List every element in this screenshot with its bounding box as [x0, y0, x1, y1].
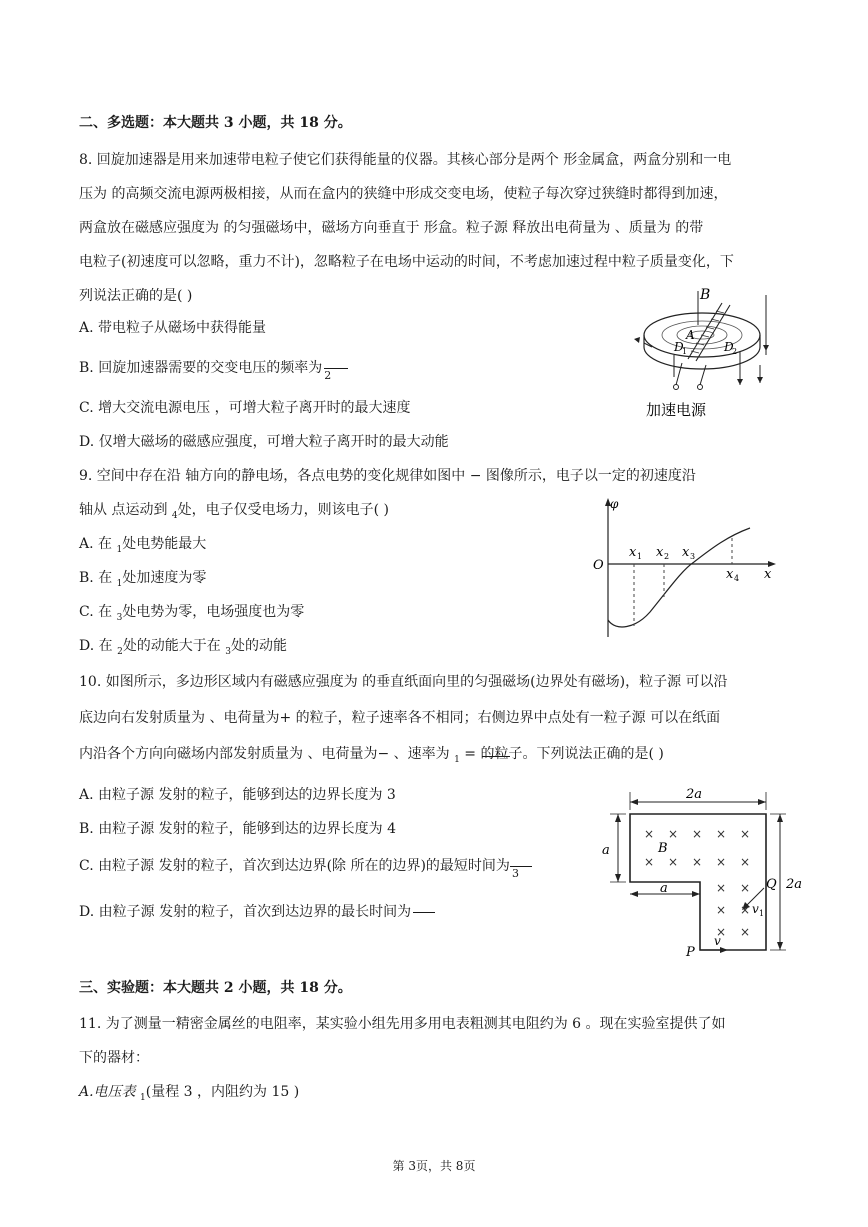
text: 处的动能	[231, 638, 287, 654]
q9-option-d	[79, 636, 287, 662]
label-mid-a: a	[660, 881, 668, 896]
q8-option-b	[79, 358, 350, 382]
text: (量程 3 ，内阻约为 15 )	[145, 1084, 300, 1100]
q8-line-2: 压为 的高频交流电源两极相接，从而在盒内的狭缝中形成交变电场，使粒子每次穿过狭缝时都得到加速，	[79, 186, 728, 202]
q9-line-1: 9. 空间中存在沿 轴方向的静电场，各点电势的变化规律如图中 − 图像所示，电子以一定的初速度沿	[79, 468, 696, 484]
q10-option-b: B. 由粒子源 发射的粒子，能够到达的边界长度为 4	[79, 821, 396, 837]
q8-line-5: 列说法正确的是( )	[79, 288, 193, 304]
field-cross: ×	[644, 855, 655, 869]
label-top-2a: 2a	[686, 787, 703, 802]
fraction-segment	[460, 746, 664, 762]
subscript: 1	[140, 1093, 146, 1103]
text: A. 在	[79, 536, 117, 552]
field-cross: ×	[740, 903, 751, 917]
q8-option-c: C. 增大交流电源电压 ，可增大粒子离开时的最大速度	[79, 400, 411, 416]
q10-line-3	[79, 744, 664, 770]
label-d2: D	[724, 340, 734, 354]
field-cross: ×	[668, 827, 679, 841]
subscript: 3	[225, 647, 231, 657]
text: C. 在	[79, 604, 117, 620]
field-cross: ×	[716, 925, 727, 939]
fraction	[322, 358, 350, 382]
field-cross: ×	[644, 827, 655, 841]
q10-option-d-text: D. 由粒子源 发射的粒子，首次到达边界的最长时间为	[79, 904, 412, 920]
q9-line-2	[79, 500, 389, 526]
label-x2: x	[656, 545, 664, 560]
q9-option-a	[79, 534, 206, 560]
text: = 的粒子。下列说法正确的是( )	[459, 746, 664, 762]
subscript: 3	[116, 613, 123, 623]
label-v1: v	[752, 902, 759, 916]
q10-option-c-text: C. 由粒子源 发射的粒子，首次到达边界(除 所在的边界)的最短时间为	[79, 858, 510, 874]
label-phi: φ	[610, 497, 619, 511]
q10-line-1: 10. 如图所示，多边形区域内有磁感应强度为 的垂直纸面向里的匀强磁场(边界处有磁场)，粒子源 可以沿	[79, 674, 728, 690]
q8-line-3: 两盒放在磁感应强度为 的匀强磁场中，磁场方向垂直于 形盒。粒子源 释放出电荷量为 、质量为 的带	[79, 220, 704, 236]
label-x3-sub: 3	[690, 552, 696, 561]
potential-graph-figure	[588, 492, 783, 642]
label-x3: x	[682, 545, 690, 560]
label-x4-sub: 4	[734, 574, 740, 583]
field-cross: ×	[740, 827, 751, 841]
text: 内沿各个方向向磁场内部发射质量为 、电荷量为− 、速率为	[79, 746, 455, 762]
q11-line-1: 11. 为了测量一精密金属丝的电阻率，某实验小组先用多用电表粗测其电阻约为 6 。现在实验室提供了如	[79, 1016, 726, 1032]
q11-line-3	[79, 1082, 299, 1108]
label-origin: O	[593, 558, 604, 573]
field-cross: ×	[716, 855, 727, 869]
label-p: P	[686, 945, 695, 960]
fraction-denominator: 2	[324, 369, 332, 382]
subscript: 2	[117, 647, 123, 657]
field-cross: ×	[692, 855, 703, 869]
field-cross: ×	[716, 903, 727, 917]
label-v: v	[714, 934, 721, 948]
field-cross: ×	[668, 855, 679, 869]
q10-option-a: A. 由粒子源 发射的粒子，能够到达的边界长度为 3	[79, 787, 396, 803]
q10-option-d	[79, 902, 437, 922]
q11-line-2: 下的器材：	[79, 1050, 149, 1066]
text: A.电压表	[79, 1084, 141, 1100]
label-d1-sub: 1	[682, 347, 688, 356]
section-title-experiment: 三、实验题：本大题共 2 小题，共 18 分。	[79, 980, 352, 996]
field-cross: ×	[740, 881, 751, 895]
field-cross: ×	[716, 881, 727, 895]
label-right-2a: 2a	[786, 877, 803, 892]
label-b: B	[700, 287, 711, 303]
label-b-field: B	[658, 841, 668, 856]
label-a: A	[686, 328, 695, 342]
q8-line-1: 8. 回旋加速器是用来加速带电粒子使它们获得能量的仪器。其核心部分是两个 形金属盒，两盒分别和一电	[79, 152, 732, 168]
fraction-bar	[413, 912, 435, 913]
q8-line-4: 电粒子(初速度可以忽略，重力不计)，忽略粒子在电场中运动的时间，不考虑加速过程中粒子质量变化，下	[79, 254, 734, 270]
subscript: 1	[116, 545, 123, 555]
field-cross: ×	[716, 827, 727, 841]
text: 处电势能最大	[122, 536, 207, 552]
label-left-a: a	[602, 843, 610, 858]
subscript: 1	[454, 755, 460, 765]
q10-line-2: 底边向右发射质量为 、电荷量为+ 的粒子，粒子速率各不相同；右侧边界中点处有一粒子源 可以在纸面	[79, 710, 721, 726]
text: 处电势为零，电场强度也为零	[122, 604, 305, 620]
label-x1-sub: 1	[637, 552, 643, 561]
subscript: 4	[171, 511, 178, 521]
field-cross: ×	[740, 855, 751, 869]
label-x4: x	[726, 567, 734, 582]
q8-option-d: D. 仅增大磁场的磁感应强度，可增大粒子离开时的最大动能	[79, 434, 449, 450]
text: D. 在	[79, 638, 118, 654]
field-cross: ×	[692, 827, 703, 841]
label-q: Q	[766, 877, 777, 892]
q10-option-c	[79, 856, 534, 880]
magnetic-field-figure	[596, 782, 816, 962]
label-d2-sub: 2	[732, 347, 738, 356]
section-title-multiple-choice: 二、多选题：本大题共 3 小题，共 18 分。	[79, 115, 352, 131]
q8-option-b-text: B. 回旋加速器需要的交变电压的频率为	[79, 360, 323, 376]
text: 处的动能大于在	[122, 638, 226, 654]
page-footer: 第 3页，共 8页	[392, 1159, 476, 1173]
text: 处加速度为零	[122, 570, 207, 586]
cyclotron-figure	[624, 285, 794, 425]
field-cross: ×	[740, 925, 751, 939]
q9-option-c	[79, 602, 304, 628]
fraction-bar	[482, 756, 510, 757]
label-d1: D	[674, 340, 684, 354]
q9-option-b	[79, 568, 206, 594]
subscript: 1	[116, 579, 123, 589]
fraction-denominator: 3	[511, 867, 519, 880]
label-x-axis: x	[764, 567, 772, 582]
fraction	[510, 856, 534, 880]
label-v1-sub: 1	[759, 909, 765, 918]
label-x2-sub: 2	[664, 552, 670, 561]
q8-option-a: A. 带电粒子从磁场中获得能量	[79, 320, 267, 336]
q9-line-2-b: 处，电子仅受电场力，则该电子( )	[177, 502, 390, 518]
q9-line-2-a: 轴从 点运动到	[79, 502, 172, 518]
caption-power-supply: 加速电源	[646, 401, 707, 419]
label-x1: x	[629, 545, 637, 560]
fraction	[411, 902, 437, 922]
text: B. 在	[79, 570, 117, 586]
